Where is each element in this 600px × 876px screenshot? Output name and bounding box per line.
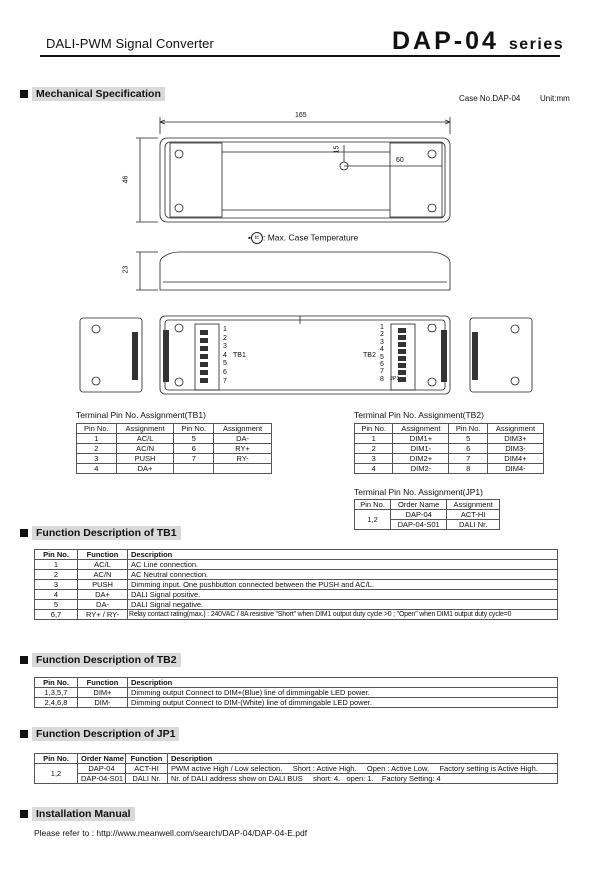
model-title: [392, 27, 564, 56]
tb1-pin: 2: [223, 334, 227, 342]
table-cell: DIM3-: [487, 444, 543, 454]
table-header: Pin No.: [174, 424, 214, 434]
table-cell: 1,3,5,7: [35, 688, 78, 698]
table-cell: 1: [35, 560, 78, 570]
table-cell: AC/L: [116, 434, 174, 444]
section-mechanical: [20, 87, 165, 101]
section-bullet-icon: [20, 656, 28, 664]
table-cell: RY+ / RY-: [78, 610, 128, 620]
table-cell: 1,2: [355, 510, 391, 530]
table-cell: DAP-04-S01: [78, 774, 126, 784]
table-cell: DAP-04-S01: [391, 520, 447, 530]
table-row: [77, 464, 272, 474]
table-header-row: [355, 500, 500, 510]
table-header: Pin No.: [355, 500, 391, 510]
table-cell: [214, 464, 272, 474]
table-cell: ACT-HI: [126, 764, 168, 774]
table-cell: AC Neutral connection.: [128, 570, 558, 580]
table-header: Assignment: [116, 424, 174, 434]
table-cell: DAP-04: [78, 764, 126, 774]
table-header-row: [355, 424, 544, 434]
tb2-pin: 6: [380, 361, 384, 369]
table-cell: DIM4+: [487, 454, 543, 464]
jp1-label: JP1: [390, 376, 400, 382]
tb2-assign-table: [354, 423, 544, 474]
table-row: [355, 444, 544, 454]
table-cell: DIM+: [78, 688, 128, 698]
table-cell: 7: [174, 454, 214, 464]
table-cell: DIM2+: [393, 454, 449, 464]
unit-label: Unit:mm: [540, 94, 570, 103]
section-install: [20, 807, 135, 821]
tb2-assign-title: Terminal Pin No. Assignment(TB2): [354, 410, 484, 420]
section-bullet-icon: [20, 529, 28, 537]
table-cell: 4: [77, 464, 117, 474]
table-cell: RY-: [214, 454, 272, 464]
table-row: [35, 570, 558, 580]
table-header: Assignment: [447, 500, 500, 510]
tb2-pin: 7: [380, 368, 384, 376]
table-cell: 5: [449, 434, 487, 444]
table-cell: DA+: [116, 464, 174, 474]
jp1-assign-title: Terminal Pin No. Assignment(JP1): [354, 487, 483, 497]
table-header: Function: [78, 550, 128, 560]
product-title: DALI-PWM Signal Converter: [46, 36, 214, 51]
table-cell: DALI Nr.: [447, 520, 500, 530]
table-header: Description: [168, 754, 558, 764]
section-title: Function Description of TB1: [32, 526, 181, 540]
table-header: Pin No.: [35, 550, 78, 560]
tc-legend: • tc : Max. Case Temperature: [248, 232, 359, 243]
table-row: [35, 560, 558, 570]
table-row: [77, 444, 272, 454]
table-cell: AC/L: [78, 560, 128, 570]
tb2-pin: 4: [380, 346, 384, 354]
table-cell: DALI Signal positive.: [128, 590, 558, 600]
table-cell: DIM-: [78, 698, 128, 708]
table-cell: 5: [174, 434, 214, 444]
func-jp1-table: [34, 753, 558, 784]
table-cell: 4: [35, 590, 78, 600]
table-cell: 6: [174, 444, 214, 454]
tb1-assign-table: [76, 423, 272, 474]
model-name: DAP-04: [392, 27, 499, 55]
table-row: [35, 698, 558, 708]
table-cell: Dimming output Connect to DIM-(White) line of dimmingable LED power.: [128, 698, 558, 708]
install-link[interactable]: Please refer to : http://www.meanwell.com/search/DAP-04/DAP-04-E.pdf: [34, 828, 308, 838]
table-row: [35, 600, 558, 610]
table-cell: 7: [449, 454, 487, 464]
table-row: [355, 454, 544, 464]
tb1-pin: 5: [223, 360, 227, 368]
table-cell: PUSH: [116, 454, 174, 464]
tb1-pin: 1: [223, 326, 227, 333]
tb2-pin: 1: [380, 324, 384, 331]
table-cell: 1: [77, 434, 117, 444]
table-cell: 2: [35, 570, 78, 580]
table-cell: 6,7: [35, 610, 78, 620]
tb1-label: TB1: [233, 352, 246, 359]
section-title: Mechanical Specification: [32, 87, 165, 101]
table-cell: DA+: [78, 590, 128, 600]
section-title: Function Description of JP1: [32, 727, 179, 741]
table-header: Pin No.: [355, 424, 393, 434]
tb2-pin: 5: [380, 353, 384, 361]
section-func-jp1: [20, 727, 179, 741]
section-bullet-icon: [20, 90, 28, 98]
jp1-assign-table: [354, 499, 500, 530]
tb1-assign-title: Terminal Pin No. Assignment(TB1): [76, 410, 206, 420]
table-cell: 6: [449, 444, 487, 454]
section-func-tb2: [20, 653, 181, 667]
table-header: Assignment: [214, 424, 272, 434]
table-header: Assignment: [393, 424, 449, 434]
table-row: [35, 688, 558, 698]
table-cell: ACT-HI: [447, 510, 500, 520]
table-row: [35, 580, 558, 590]
table-header: Function: [78, 678, 128, 688]
table-cell: PUSH: [78, 580, 128, 590]
table-cell: Relay contact rating(max.) : 240VAC / 8A resistive "Short" when DIM1 output duty cycle >0 ; "Open" when DIM1 output duty cycle=0: [128, 610, 558, 620]
section-title: Function Description of TB2: [32, 653, 181, 667]
table-header-row: [35, 678, 558, 688]
dim-height: 23: [122, 265, 130, 274]
tb1-pin: 4: [223, 351, 227, 359]
table-cell: DA-: [78, 600, 128, 610]
dim-width: 46: [122, 175, 130, 184]
table-header: Description: [128, 678, 558, 688]
table-cell: DIM1-: [393, 444, 449, 454]
table-cell: AC/N: [116, 444, 174, 454]
table-cell: Nr. of DALI address show on DALI BUS short: 4. open: 1. Factory Setting: 4: [168, 774, 558, 784]
table-cell: RY+: [214, 444, 272, 454]
table-row: [355, 464, 544, 474]
tb2-label: TB2: [363, 352, 376, 359]
table-header: Order Name: [391, 500, 447, 510]
table-cell: 4: [355, 464, 393, 474]
table-header: Pin No.: [35, 754, 78, 764]
table-row: [35, 764, 558, 774]
table-row: [35, 610, 558, 620]
table-cell: DIM1+: [393, 434, 449, 444]
tb1-pin: 3: [223, 343, 227, 351]
table-cell: [174, 464, 214, 474]
table-cell: 1: [355, 434, 393, 444]
table-header: Assignment: [487, 424, 543, 434]
tb2-pin: 3: [380, 338, 384, 346]
table-row: [77, 434, 272, 444]
table-header: Function: [126, 754, 168, 764]
func-tb1-table: [34, 549, 558, 620]
table-cell: 2: [77, 444, 117, 454]
table-cell: 1,2: [35, 764, 78, 784]
table-header: Pin No.: [77, 424, 117, 434]
tb1-pin: 7: [223, 377, 227, 385]
table-cell: DAP-04: [391, 510, 447, 520]
table-header: Pin No.: [35, 678, 78, 688]
func-tb2-table: [34, 677, 558, 708]
section-func-tb1: [20, 526, 181, 540]
table-cell: 3: [355, 454, 393, 464]
header-rule: [40, 55, 560, 57]
table-cell: 3: [77, 454, 117, 464]
series-label: series: [508, 36, 565, 53]
table-cell: AC Line connection.: [128, 560, 558, 570]
section-bullet-icon: [20, 810, 28, 818]
table-header-row: [35, 754, 558, 764]
tb2-pin-numbers: [380, 324, 384, 383]
table-cell: Dimming input. One pushbutton connected between the PUSH and AC/L.: [128, 580, 558, 590]
tc-note: : Max. Case Temperature: [262, 232, 359, 243]
table-cell: 8: [449, 464, 487, 474]
table-header: Pin No.: [449, 424, 487, 434]
table-cell: DA-: [214, 434, 272, 444]
table-header: Order Name: [78, 754, 126, 764]
tc-circle-icon: tc: [251, 232, 263, 244]
section-title: Installation Manual: [32, 807, 135, 821]
table-row: [35, 774, 558, 784]
table-row: [77, 454, 272, 464]
tb2-pin: 8: [380, 375, 384, 383]
tb2-pin: 2: [380, 331, 384, 339]
dim-length: 165: [295, 112, 307, 119]
table-header: Description: [128, 550, 558, 560]
table-cell: PWM active High / Low selection. Short : Active High. Open : Active Low. Factory setting is Active High.: [168, 764, 558, 774]
tb1-pin-numbers: [223, 326, 227, 386]
tb1-pin: 6: [223, 368, 227, 376]
dim-15: 15: [333, 145, 341, 154]
table-cell: 2: [355, 444, 393, 454]
table-cell: 5: [35, 600, 78, 610]
case-no: Case No.DAP-04: [459, 94, 521, 103]
table-row: [35, 590, 558, 600]
table-cell: 3: [35, 580, 78, 590]
table-cell: Dimming output Connect to DIM+(Blue) line of dimmingable LED power.: [128, 688, 558, 698]
table-cell: DIM3+: [487, 434, 543, 444]
table-header-row: [35, 550, 558, 560]
section-bullet-icon: [20, 730, 28, 738]
table-cell: AC/N: [78, 570, 128, 580]
table-row: [355, 434, 544, 444]
mechanical-drawing: [0, 100, 600, 400]
table-cell: DALI Nr.: [126, 774, 168, 784]
table-cell: DIM2-: [393, 464, 449, 474]
table-header-row: [77, 424, 272, 434]
table-cell: DALI Signal negative.: [128, 600, 558, 610]
table-cell: DIM4-: [487, 464, 543, 474]
dim-60: 60: [396, 157, 404, 164]
table-cell: 2,4,6,8: [35, 698, 78, 708]
table-row: [355, 510, 500, 520]
